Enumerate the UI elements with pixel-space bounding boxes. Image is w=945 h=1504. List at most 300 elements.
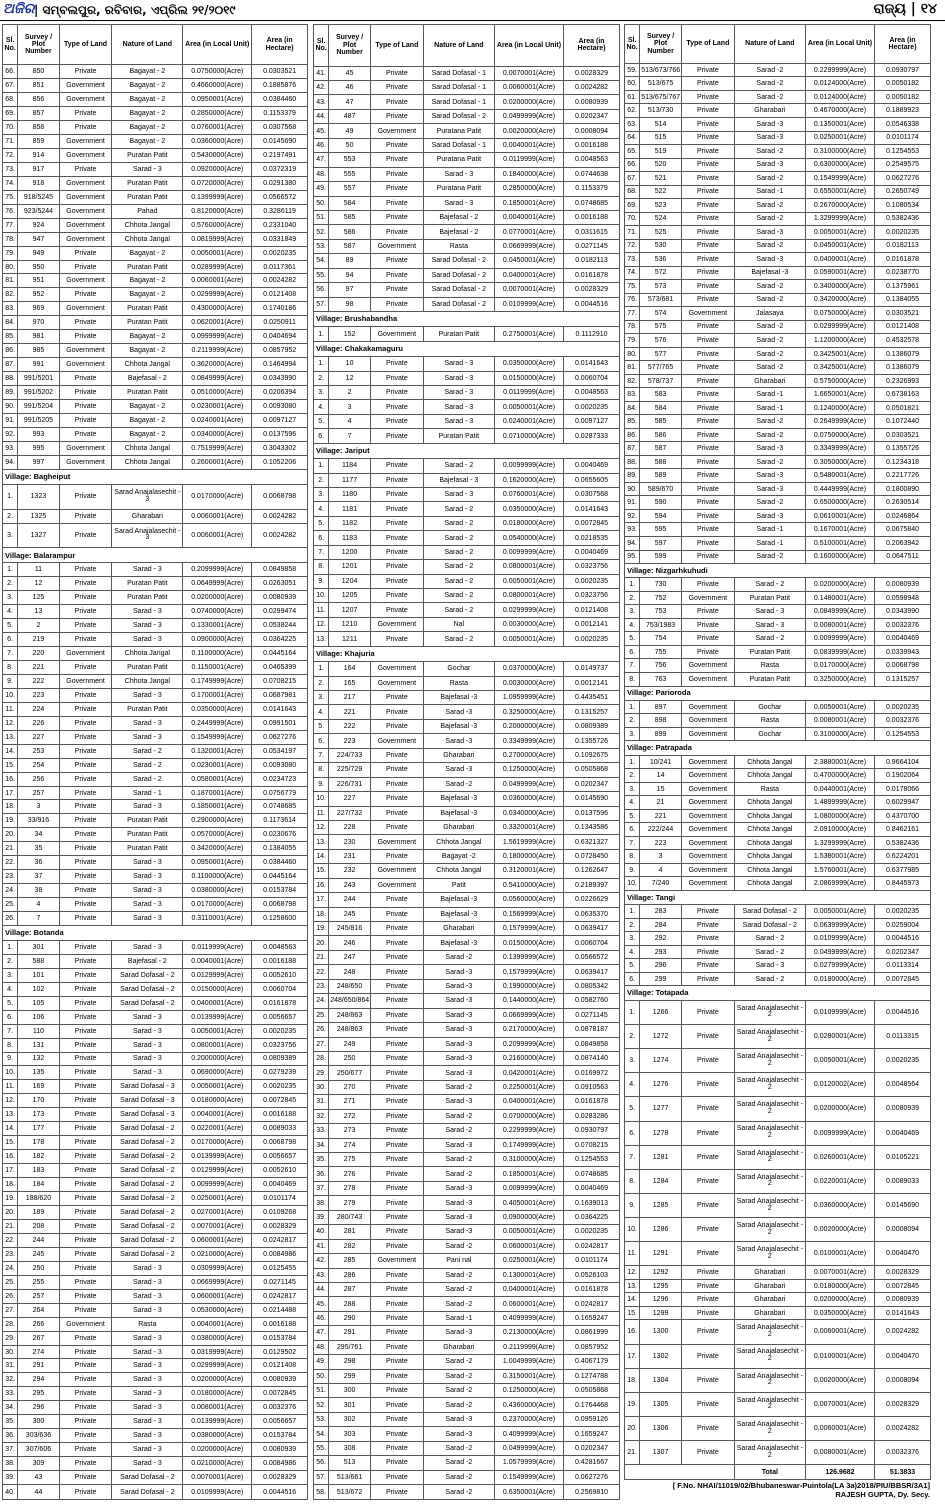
land-type-cell: Private [59, 772, 112, 786]
serial-no-cell: 21. [625, 1441, 640, 1465]
land-type-cell: Private [59, 1331, 112, 1345]
land-nature-cell: Chhota Jangal [112, 455, 183, 469]
area-hectare-cell: 0.1052206 [252, 455, 308, 469]
village-heading: Village: Botanda [3, 926, 308, 941]
area-acre-cell: 1.6650001(Acre) [805, 388, 874, 402]
land-type-cell: Private [370, 254, 423, 268]
area-acre-cell: 0.0200000(Acre) [805, 1293, 874, 1307]
land-type-cell: Private [59, 1192, 112, 1206]
plot-number-cell: 513/661 [329, 1470, 371, 1484]
area-acre-cell: 0.0299999(Acre) [494, 603, 563, 617]
area-acre-cell: 0.1620000(Acre) [494, 473, 563, 487]
village-row [625, 564, 931, 578]
plot-number-cell: 536 [640, 253, 682, 267]
table-row [3, 1052, 308, 1066]
land-type-cell: Private [681, 212, 734, 226]
area-acre-cell: 0.0610001(Acre) [805, 509, 874, 523]
table-row [314, 254, 620, 268]
area-acre-cell: 0.0669999(Acre) [183, 1275, 252, 1289]
table-row [3, 982, 308, 996]
area-hectare-cell: 0.1800890 [875, 482, 931, 496]
table-row [625, 131, 931, 145]
serial-no-cell: 70. [3, 121, 18, 135]
area-acre-cell: 0.0499999(Acre) [494, 1441, 563, 1455]
land-type-cell: Private [370, 1441, 423, 1455]
area-acre-cell: 0.0139999(Acre) [183, 1415, 252, 1429]
table-row [314, 792, 620, 806]
land-nature-cell: Sarad Dofasal - 2 [112, 1164, 183, 1178]
land-table-column-3 [624, 24, 931, 1480]
serial-no-cell: 37. [3, 1443, 18, 1457]
serial-no-cell: 12. [3, 716, 18, 730]
table-row [625, 1266, 931, 1280]
land-nature-cell: Puratan Patit [112, 260, 183, 274]
serial-no-cell: 61. [625, 90, 640, 104]
table-row [314, 1297, 620, 1311]
plot-number-cell: 37 [18, 870, 60, 884]
table-row [3, 605, 308, 619]
area-hectare-cell: 0.0242817 [252, 1289, 308, 1303]
land-nature-cell: Sarad - 2 [423, 545, 494, 559]
land-type-cell: Private [681, 1169, 734, 1193]
land-nature-cell: Chhota Jangal [112, 441, 183, 455]
plot-number-cell: 1306 [640, 1416, 682, 1440]
area-hectare-cell: 0.0149737 [564, 662, 620, 676]
table-row [3, 1261, 308, 1275]
page-header [0, 0, 945, 21]
land-type-cell: Private [370, 705, 423, 719]
land-type-cell: Private [681, 239, 734, 253]
serial-no-cell: 44. [314, 1282, 329, 1296]
land-nature-cell: Sarad Dofasal - 2 [112, 1122, 183, 1136]
area-acre-cell: 0.1399999(Acre) [183, 190, 252, 204]
serial-no-cell: 55. [314, 1441, 329, 1455]
land-type-cell: Private [681, 578, 734, 592]
land-nature-cell: Sarad Dofasal - 2 [423, 297, 494, 311]
area-acre-cell: 0.3320001(Acre) [494, 820, 563, 834]
serial-no-cell: 17. [625, 1344, 640, 1368]
area-hectare-cell: 0.0141643 [564, 357, 620, 371]
table-row [625, 226, 931, 240]
table-row [314, 719, 620, 733]
serial-no-cell: 56. [314, 283, 329, 297]
plot-number-cell: 520 [640, 158, 682, 172]
area-hectare-cell: 0.0024282 [564, 81, 620, 95]
land-nature-cell: Sarad -2 [734, 145, 805, 159]
land-type-cell: Private [59, 577, 112, 591]
area-hectare-cell: 0.1343586 [564, 820, 620, 834]
area-hectare-cell: 0.0857952 [564, 1340, 620, 1354]
land-nature-cell: Puratan Patit [112, 176, 183, 190]
table-row [3, 358, 308, 372]
land-nature-cell: Sarad - 3 [734, 959, 805, 973]
serial-no-cell: 51. [314, 210, 329, 224]
area-hectare-cell: 0.0627276 [875, 172, 931, 186]
land-nature-cell: Chhota Jangal [734, 877, 805, 891]
table-row [3, 1345, 308, 1359]
land-type-cell: Private [370, 1023, 423, 1037]
table-row [3, 204, 308, 218]
plot-number-cell: 519 [640, 145, 682, 159]
area-acre-cell: 0.2000000(Acre) [183, 1052, 252, 1066]
plot-number-cell: 969 [18, 302, 60, 316]
area-acre-cell: 0.1250000(Acre) [494, 763, 563, 777]
serial-no-cell: 62. [625, 104, 640, 118]
land-type-cell: Private [681, 1242, 734, 1266]
land-nature-cell: Sarad -2 [734, 334, 805, 348]
land-nature-cell: Sarad - 1 [112, 786, 183, 800]
area-hectare-cell: 0.0546338 [875, 118, 931, 132]
land-nature-cell: Bagayat - 2 [112, 79, 183, 93]
area-hectare-cell: 0.0145690 [875, 1193, 931, 1217]
land-type-cell: Private [681, 118, 734, 132]
table-row [3, 344, 308, 358]
land-type-cell: Private [681, 905, 734, 919]
land-type-cell: Private [370, 907, 423, 921]
plot-number-cell: 264 [18, 1303, 60, 1317]
area-hectare-cell: 0.1384055 [875, 293, 931, 307]
land-type-cell: Private [59, 954, 112, 968]
area-acre-cell: 0.3120001(Acre) [494, 864, 563, 878]
serial-no-cell: 42. [314, 81, 329, 95]
area-acre-cell: 0.0129999(Acre) [183, 1164, 252, 1178]
land-type-cell: Private [59, 870, 112, 884]
table-row [625, 199, 931, 213]
land-nature-cell: Sarad -2 [734, 347, 805, 361]
table-row [625, 536, 931, 550]
land-nature-cell: Sarad -3 [423, 1095, 494, 1109]
land-nature-cell: Sarad - 3 [112, 800, 183, 814]
plot-number-cell: 275 [329, 1153, 371, 1167]
land-type-cell: Private [59, 940, 112, 954]
area-hectare-cell: 0.0020235 [564, 400, 620, 414]
area-hectare-cell: 0.1902064 [875, 769, 931, 783]
serial-no-cell: 6. [3, 633, 18, 647]
land-nature-cell: Sarad -2 [423, 1282, 494, 1296]
serial-no-cell: 4. [625, 1073, 640, 1097]
plot-number-cell: 525 [640, 226, 682, 240]
serial-no-cell: 94. [625, 536, 640, 550]
land-nature-cell: Sarad - 3 [112, 1443, 183, 1457]
plot-number-cell: 1323 [18, 484, 60, 509]
serial-no-cell: 94. [3, 455, 18, 469]
plot-number-cell: 189 [18, 1206, 60, 1220]
serial-no-cell: 10. [314, 792, 329, 806]
land-type-cell: Private [59, 1401, 112, 1415]
table-row [625, 836, 931, 850]
area-hectare-cell: 0.0040469 [252, 1178, 308, 1192]
table-row [314, 676, 620, 690]
serial-no-cell: 57. [314, 1470, 329, 1484]
land-nature-cell: Sarad -3 [734, 482, 805, 496]
land-type-cell: Private [370, 979, 423, 993]
area-acre-cell: 0.0020000(Acre) [805, 1368, 874, 1392]
area-acre-cell: 0.5430000(Acre) [183, 148, 252, 162]
area-hectare-cell: 0.2197491 [252, 148, 308, 162]
plot-number-cell: 1272 [640, 1024, 682, 1048]
land-nature-cell: Bajefasal -3 [423, 907, 494, 921]
land-type-cell: Private [681, 632, 734, 646]
area-hectare-cell: 0.0080939 [564, 95, 620, 109]
area-acre-cell: 2.0910000(Acre) [805, 823, 874, 837]
area-acre-cell: 0.0250001(Acre) [805, 131, 874, 145]
land-type-cell: Private [59, 1443, 112, 1457]
land-nature-cell: Sarad - 3 [112, 1345, 183, 1359]
area-acre-cell: 1.0800000(Acre) [805, 809, 874, 823]
land-nature-cell: Sarad Dofasal - 2 [112, 996, 183, 1010]
area-acre-cell: 0.0210000(Acre) [183, 1457, 252, 1471]
area-acre-cell: 1.1200000(Acre) [805, 334, 874, 348]
plot-number-cell: 1180 [329, 487, 371, 501]
area-acre-cell: 0.0950001(Acre) [183, 93, 252, 107]
plot-number-cell: 169 [18, 1080, 60, 1094]
land-type-cell: Private [370, 820, 423, 834]
area-hectare-cell: 0.1092675 [564, 748, 620, 762]
serial-no-cell: 72. [3, 148, 18, 162]
serial-no-cell: 23. [3, 1247, 18, 1261]
table-row [625, 1344, 931, 1368]
table-row [625, 509, 931, 523]
plot-number-cell: 291 [329, 1326, 371, 1340]
plot-number-cell: 101 [18, 968, 60, 982]
area-hectare-cell: 0.2189397 [564, 878, 620, 892]
area-hectare-cell: 0.0040469 [564, 545, 620, 559]
land-nature-cell: Bajefasal -3 [734, 266, 805, 280]
area-acre-cell: 0.0710000(Acre) [494, 429, 563, 443]
land-nature-cell: Pahad [112, 204, 183, 218]
land-nature-cell: Puratan Patit [112, 577, 183, 591]
land-type-cell: Private [59, 1010, 112, 1024]
table-row [314, 109, 620, 123]
land-nature-cell: Sarad - 3 [423, 414, 494, 428]
land-type-cell: Private [370, 516, 423, 530]
table-row [314, 965, 620, 979]
area-acre-cell: 0.0360000(Acre) [805, 1193, 874, 1217]
serial-no-cell: 79. [625, 334, 640, 348]
area-hectare-cell: 0.0598948 [875, 591, 931, 605]
area-acre-cell: 0.4099999(Acre) [494, 1427, 563, 1441]
area-hectare-cell: 0.0627276 [564, 1470, 620, 1484]
area-acre-cell: 0.2850000(Acre) [494, 182, 563, 196]
land-nature-cell: Gharabari [734, 1306, 805, 1320]
land-nature-cell: Sarad Dofasal - 2 [112, 1178, 183, 1192]
serial-no-cell: 69. [625, 199, 640, 213]
serial-no-cell: 2. [3, 954, 18, 968]
land-type-cell: Private [370, 1210, 423, 1224]
land-type-cell: Private [681, 158, 734, 172]
serial-no-cell: 28. [3, 1317, 18, 1331]
land-type-cell: Private [681, 523, 734, 537]
table-row [314, 1340, 620, 1354]
serial-no-cell: 2. [314, 371, 329, 385]
land-type-cell: Government [370, 835, 423, 849]
plot-number-cell: 21 [640, 796, 682, 810]
area-hectare-cell: 0.0861999 [564, 1326, 620, 1340]
area-hectare-cell: 0.0072845 [252, 1094, 308, 1108]
plot-number-cell: 280/743 [329, 1210, 371, 1224]
table-row [3, 441, 308, 455]
land-type-cell: Private [681, 145, 734, 159]
land-nature-cell: Chhota Jangal [734, 850, 805, 864]
land-type-cell: Private [370, 414, 423, 428]
table-row [625, 809, 931, 823]
serial-no-cell: 19. [3, 1192, 18, 1206]
land-nature-cell: Sarad - 3 [112, 1052, 183, 1066]
village-row [625, 986, 931, 1000]
plot-number-cell: 586 [329, 225, 371, 239]
area-acre-cell: 0.0750000(Acre) [805, 428, 874, 442]
table-row [3, 1401, 308, 1415]
serial-no-cell: 4. [625, 796, 640, 810]
serial-no-cell: 8. [625, 1169, 640, 1193]
land-nature-cell: Chhota Jangal [734, 796, 805, 810]
land-nature-cell: Sarad -2 [734, 293, 805, 307]
serial-no-cell: 29. [314, 1066, 329, 1080]
serial-no-cell: 18. [314, 907, 329, 921]
area-acre-cell: 0.2299999(Acre) [805, 63, 874, 77]
area-acre-cell: 0.3420000(Acre) [805, 293, 874, 307]
table-row [625, 1000, 931, 1024]
plot-number-cell: 3 [18, 800, 60, 814]
land-nature-cell: Rasta [423, 239, 494, 253]
land-type-cell: Private [370, 81, 423, 95]
plot-number-cell: 47 [329, 95, 371, 109]
area-hectare-cell: 0.0874140 [564, 1051, 620, 1065]
plot-number-cell: 220 [18, 647, 60, 661]
table-row [314, 763, 620, 777]
plot-number-cell: 594 [640, 509, 682, 523]
plot-number-cell: 38 [18, 884, 60, 898]
area-hectare-cell: 0.0084986 [252, 1457, 308, 1471]
land-nature-cell: Sarad -2 [423, 1268, 494, 1282]
table-row [625, 782, 931, 796]
serial-no-cell: 20. [3, 1206, 18, 1220]
area-hectare-cell: 0.0246864 [875, 509, 931, 523]
area-acre-cell: 0.0099999(Acre) [494, 1181, 563, 1195]
serial-no-cell: 19. [3, 814, 18, 828]
area-acre-cell: 0.1300001(Acre) [494, 1268, 563, 1282]
plot-number-cell: 1211 [329, 632, 371, 646]
column-header: Nature of Land [734, 25, 805, 64]
land-type-cell: Private [681, 428, 734, 442]
land-type-cell: Private [59, 884, 112, 898]
land-type-cell: Private [681, 496, 734, 510]
total-row [625, 1465, 931, 1480]
area-hectare-cell: 0.0226629 [564, 893, 620, 907]
land-type-cell: Private [59, 386, 112, 400]
serial-no-cell: 72. [625, 239, 640, 253]
land-type-cell: Government [370, 734, 423, 748]
land-nature-cell: Sarad - 3 [734, 605, 805, 619]
land-nature-cell: Sarad Anajalasechit - 2 [734, 1049, 805, 1073]
serial-no-cell: 46. [314, 138, 329, 152]
area-acre-cell: 0.2600001(Acre) [183, 455, 252, 469]
area-acre-cell: 0.3400000(Acre) [805, 280, 874, 294]
serial-no-cell: 39. [3, 1471, 18, 1485]
table-row [3, 1219, 308, 1233]
serial-no-cell: 41. [314, 66, 329, 80]
area-hectare-cell: 0.0028329 [252, 1219, 308, 1233]
serial-no-cell: 58. [314, 1485, 329, 1500]
serial-no-cell: 6. [625, 1121, 640, 1145]
serial-no-cell: 13. [314, 835, 329, 849]
table-row [625, 905, 931, 919]
area-hectare-cell: 0.1740186 [252, 302, 308, 316]
serial-no-cell: 93. [3, 441, 18, 455]
area-hectare-cell: 0.0137596 [252, 427, 308, 441]
area-hectare-cell: 0.0056657 [252, 1415, 308, 1429]
plot-number-cell: 292 [640, 932, 682, 946]
serial-no-cell: 16. [3, 1150, 18, 1164]
serial-no-cell: 87. [3, 358, 18, 372]
area-hectare-cell: 0.0465399 [252, 660, 308, 674]
table-row [3, 884, 308, 898]
land-type-cell: Private [370, 1239, 423, 1253]
land-nature-cell: Sarad -2 [734, 455, 805, 469]
land-nature-cell: Sarad - 3 [112, 884, 183, 898]
table-row [3, 800, 308, 814]
land-nature-cell: Sarad -1 [734, 185, 805, 199]
area-acre-cell: 1.5380001(Acre) [805, 850, 874, 864]
land-nature-cell: Sarad Dofasal - 1 [423, 81, 494, 95]
land-type-cell: Private [681, 280, 734, 294]
area-acre-cell: 0.3100000(Acre) [805, 145, 874, 159]
land-nature-cell: Sarad Dofasal - 2 [112, 968, 183, 982]
land-nature-cell: Sarad - 3 [112, 730, 183, 744]
plot-number-cell: 248/863 [329, 1023, 371, 1037]
land-nature-cell: Sarad -3 [423, 1412, 494, 1426]
land-nature-cell: Bajefasal -3 [423, 893, 494, 907]
plot-number-cell: 295/761 [329, 1340, 371, 1354]
land-nature-cell: Bajefasal - 2 [112, 954, 183, 968]
plot-number-cell: 951 [18, 274, 60, 288]
area-hectare-cell: 0.0728450 [564, 849, 620, 863]
land-nature-cell: Sarad Dofasal - 2 [112, 1206, 183, 1220]
land-type-cell: Private [681, 618, 734, 632]
land-nature-cell: Sarad -2 [423, 1239, 494, 1253]
plot-number-cell: 245 [329, 907, 371, 921]
land-type-cell: Government [681, 836, 734, 850]
plot-number-cell: 274 [18, 1345, 60, 1359]
serial-no-cell: 22. [314, 965, 329, 979]
land-nature-cell: Sarad - 3 [112, 1429, 183, 1443]
serial-no-cell: 14. [314, 849, 329, 863]
land-nature-cell: Chhota Jangal [112, 232, 183, 246]
land-nature-cell: Puratan Patit [112, 148, 183, 162]
table-row [3, 274, 308, 288]
land-type-cell: Private [59, 1136, 112, 1150]
area-hectare-cell: 0.0647511 [875, 550, 931, 564]
serial-no-cell: 27. [314, 1037, 329, 1051]
serial-no-cell: 30. [314, 1080, 329, 1094]
total-area-acre: 126.9682 [805, 1465, 874, 1480]
table-row [3, 386, 308, 400]
plot-number-cell: 1266 [640, 1000, 682, 1024]
area-hectare-cell: 0.0202347 [564, 1441, 620, 1455]
area-acre-cell: 0.0060001(Acre) [183, 274, 252, 288]
area-hectare-cell: 0.0279239 [252, 1066, 308, 1080]
serial-no-cell: 83. [3, 302, 18, 316]
land-type-cell: Government [59, 190, 112, 204]
area-acre-cell: 0.0080001(Acre) [805, 714, 874, 728]
serial-no-cell: 3. [625, 605, 640, 619]
area-acre-cell: 0.0050001(Acre) [494, 400, 563, 414]
area-hectare-cell: 0.0141643 [564, 502, 620, 516]
land-nature-cell: Sarad Anajalasechit - 2 [734, 1242, 805, 1266]
plot-number-cell: 110 [18, 1024, 60, 1038]
serial-no-cell: 47. [314, 153, 329, 167]
area-hectare-cell: 0.0024282 [875, 1416, 931, 1440]
